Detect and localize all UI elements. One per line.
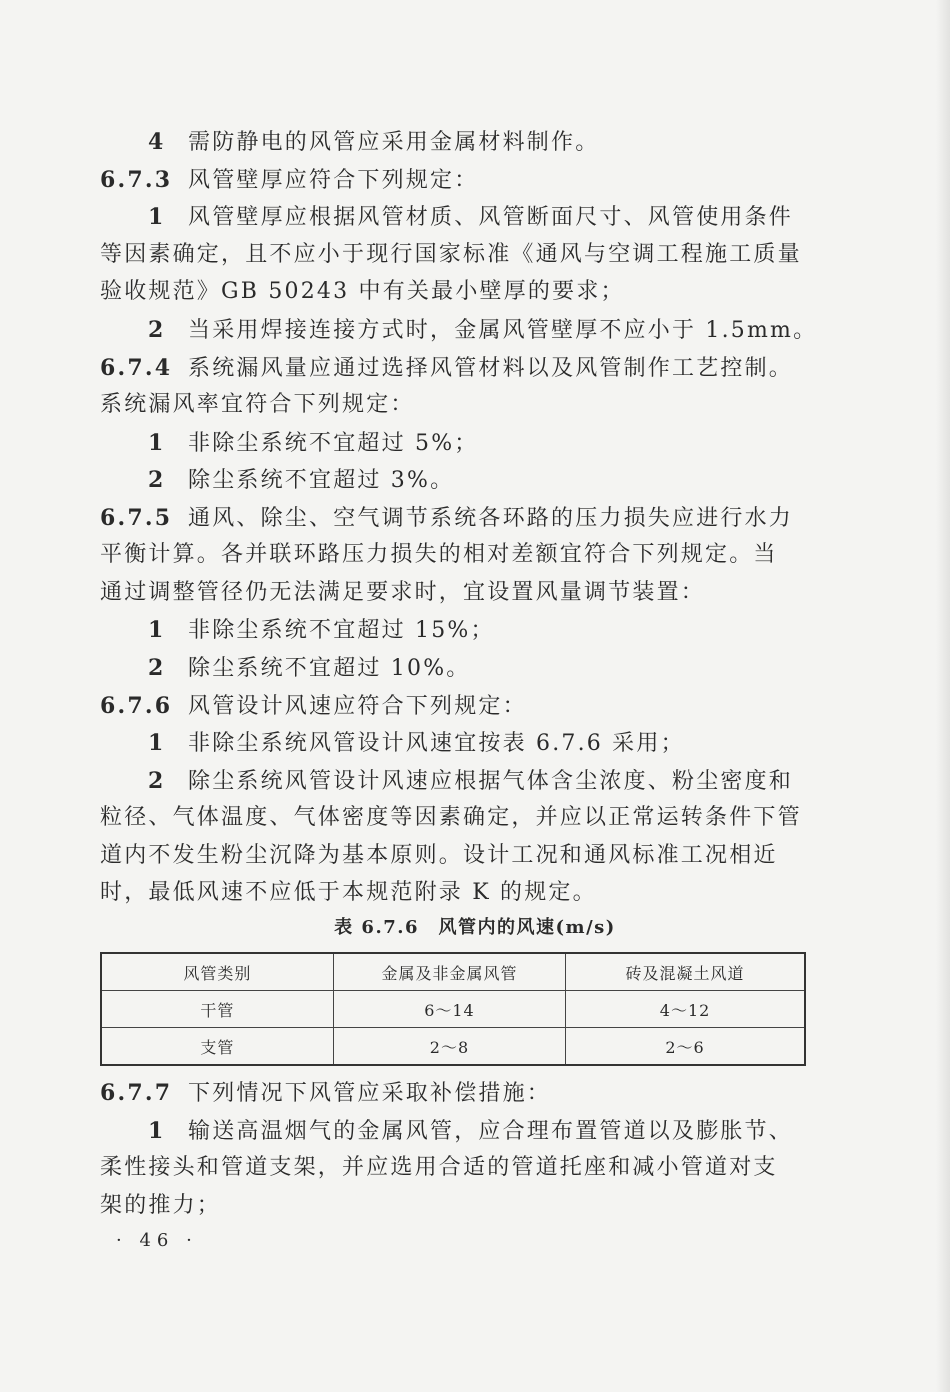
clause-number: 1 bbox=[148, 617, 166, 643]
section-number: 6.7.6 bbox=[100, 693, 173, 719]
clause-6-7-5-2 bbox=[148, 650, 810, 686]
table-cell: 2～8 bbox=[333, 1028, 565, 1066]
section-number: 6.7.4 bbox=[100, 355, 173, 381]
page-number: · 46 · bbox=[116, 1230, 198, 1251]
clause-number: 1 bbox=[148, 430, 166, 456]
table-row bbox=[101, 991, 805, 1028]
text-line bbox=[100, 1188, 810, 1224]
table-header: 风管类别 bbox=[101, 953, 333, 991]
clause-6-7-5-1 bbox=[148, 612, 810, 648]
section-number: 6.7.3 bbox=[100, 167, 173, 193]
text-line bbox=[100, 274, 810, 310]
text-line bbox=[100, 537, 810, 573]
section-text: 风管设计风速应符合下列规定： bbox=[188, 694, 527, 719]
text-line bbox=[100, 387, 810, 423]
text-line bbox=[100, 1150, 810, 1186]
section-6-7-5 bbox=[100, 500, 810, 536]
text-line bbox=[100, 838, 810, 874]
clause-number: 1 bbox=[148, 204, 166, 230]
clause-text: 需防静电的风管应采用金属材料制作。 bbox=[188, 130, 600, 155]
clause-number: 2 bbox=[148, 467, 166, 493]
clause-number: 1 bbox=[148, 1118, 166, 1144]
line-text: 架的推力； bbox=[100, 1193, 222, 1218]
line-text: 系统漏风率宜符合下列规定： bbox=[100, 392, 415, 417]
line-text: 柔性接头和管道支架，并应选用合适的管道托座和减小管道对支 bbox=[100, 1155, 778, 1180]
section-number: 6.7.5 bbox=[100, 505, 173, 531]
table-header: 砖及混凝土风道 bbox=[566, 953, 805, 991]
section-6-7-7 bbox=[100, 1075, 810, 1111]
clause-text: 除尘系统不宜超过 10%。 bbox=[188, 656, 471, 681]
clause-number: 2 bbox=[148, 768, 166, 794]
section-text: 风管壁厚应符合下列规定： bbox=[188, 168, 479, 193]
page-edge bbox=[936, 0, 950, 1392]
clause-number: 1 bbox=[148, 730, 166, 756]
section-number: 6.7.7 bbox=[100, 1080, 173, 1106]
clause-text: 除尘系统不宜超过 3%。 bbox=[188, 468, 455, 493]
clause-6-7-2-4 bbox=[148, 124, 810, 160]
table-cell: 4～12 bbox=[566, 991, 805, 1028]
section-text: 系统漏风量应通过选择风管材料以及风管制作工艺控制。 bbox=[188, 356, 794, 381]
line-text: 验收规范》GB 50243 中有关最小壁厚的要求； bbox=[100, 279, 625, 304]
table-cell: 2～6 bbox=[566, 1028, 805, 1066]
table-cell: 6～14 bbox=[333, 991, 565, 1028]
clause-text: 除尘系统风管设计风速应根据气体含尘浓度、粉尘密度和 bbox=[188, 769, 794, 794]
clause-text: 非除尘系统风管设计风速宜按表 6.7.6 采用； bbox=[188, 731, 685, 756]
clause-number: 4 bbox=[148, 129, 166, 155]
clause-6-7-6-2 bbox=[148, 763, 810, 799]
wind-speed-table bbox=[100, 952, 806, 1066]
line-text: 道内不发生粉尘沉降为基本原则。设计工况和通风标准工况相近 bbox=[100, 843, 778, 868]
clause-text: 风管壁厚应根据风管材质、风管断面尺寸、风管使用条件 bbox=[188, 205, 794, 230]
section-text: 通风、除尘、空气调节系统各环路的压力损失应进行水力 bbox=[188, 506, 794, 531]
clause-6-7-3-2 bbox=[148, 312, 818, 348]
section-text: 下列情况下风管应采取补偿措施： bbox=[188, 1081, 552, 1106]
text-line bbox=[100, 875, 810, 911]
clause-6-7-6-1 bbox=[148, 725, 810, 761]
section-6-7-4 bbox=[100, 350, 810, 386]
table-caption: 表 6.7.6 风管内的风速(m/s) bbox=[334, 917, 616, 938]
section-6-7-3 bbox=[100, 162, 810, 198]
table-header-row bbox=[101, 953, 805, 991]
table-header: 金属及非金属风管 bbox=[333, 953, 565, 991]
clause-text: 非除尘系统不宜超过 5%； bbox=[188, 431, 479, 456]
clause-6-7-4-1 bbox=[148, 425, 810, 461]
line-text: 时，最低风速不应低于本规范附录 K 的规定。 bbox=[100, 880, 597, 905]
table-cell: 支管 bbox=[101, 1028, 333, 1066]
clause-text: 输送高温烟气的金属风管，应合理布置管道以及膨胀节、 bbox=[188, 1119, 794, 1144]
text-line bbox=[100, 800, 810, 836]
line-text: 通过调整管径仍无法满足要求时，宜设置风量调节装置： bbox=[100, 580, 706, 605]
clause-number: 2 bbox=[148, 655, 166, 681]
line-text: 粒径、气体温度、气体密度等因素确定，并应以正常运转条件下管 bbox=[100, 805, 802, 830]
table-row bbox=[101, 1028, 805, 1066]
clause-6-7-3-1 bbox=[148, 199, 810, 235]
clause-6-7-4-2 bbox=[148, 462, 810, 498]
line-text: 平衡计算。各并联环路压力损失的相对差额宜符合下列规定。当 bbox=[100, 542, 778, 567]
section-6-7-6 bbox=[100, 688, 810, 724]
clause-text: 当采用焊接连接方式时，金属风管壁厚不应小于 1.5mm。 bbox=[188, 318, 818, 343]
clause-number: 2 bbox=[148, 317, 166, 343]
clause-6-7-7-1 bbox=[148, 1113, 810, 1149]
clause-text: 非除尘系统不宜超过 15%； bbox=[188, 618, 495, 643]
line-text: 等因素确定，且不应小于现行国家标准《通风与空调工程施工质量 bbox=[100, 242, 802, 267]
table-cell: 干管 bbox=[101, 991, 333, 1028]
text-line bbox=[100, 575, 810, 611]
text-line bbox=[100, 237, 810, 273]
